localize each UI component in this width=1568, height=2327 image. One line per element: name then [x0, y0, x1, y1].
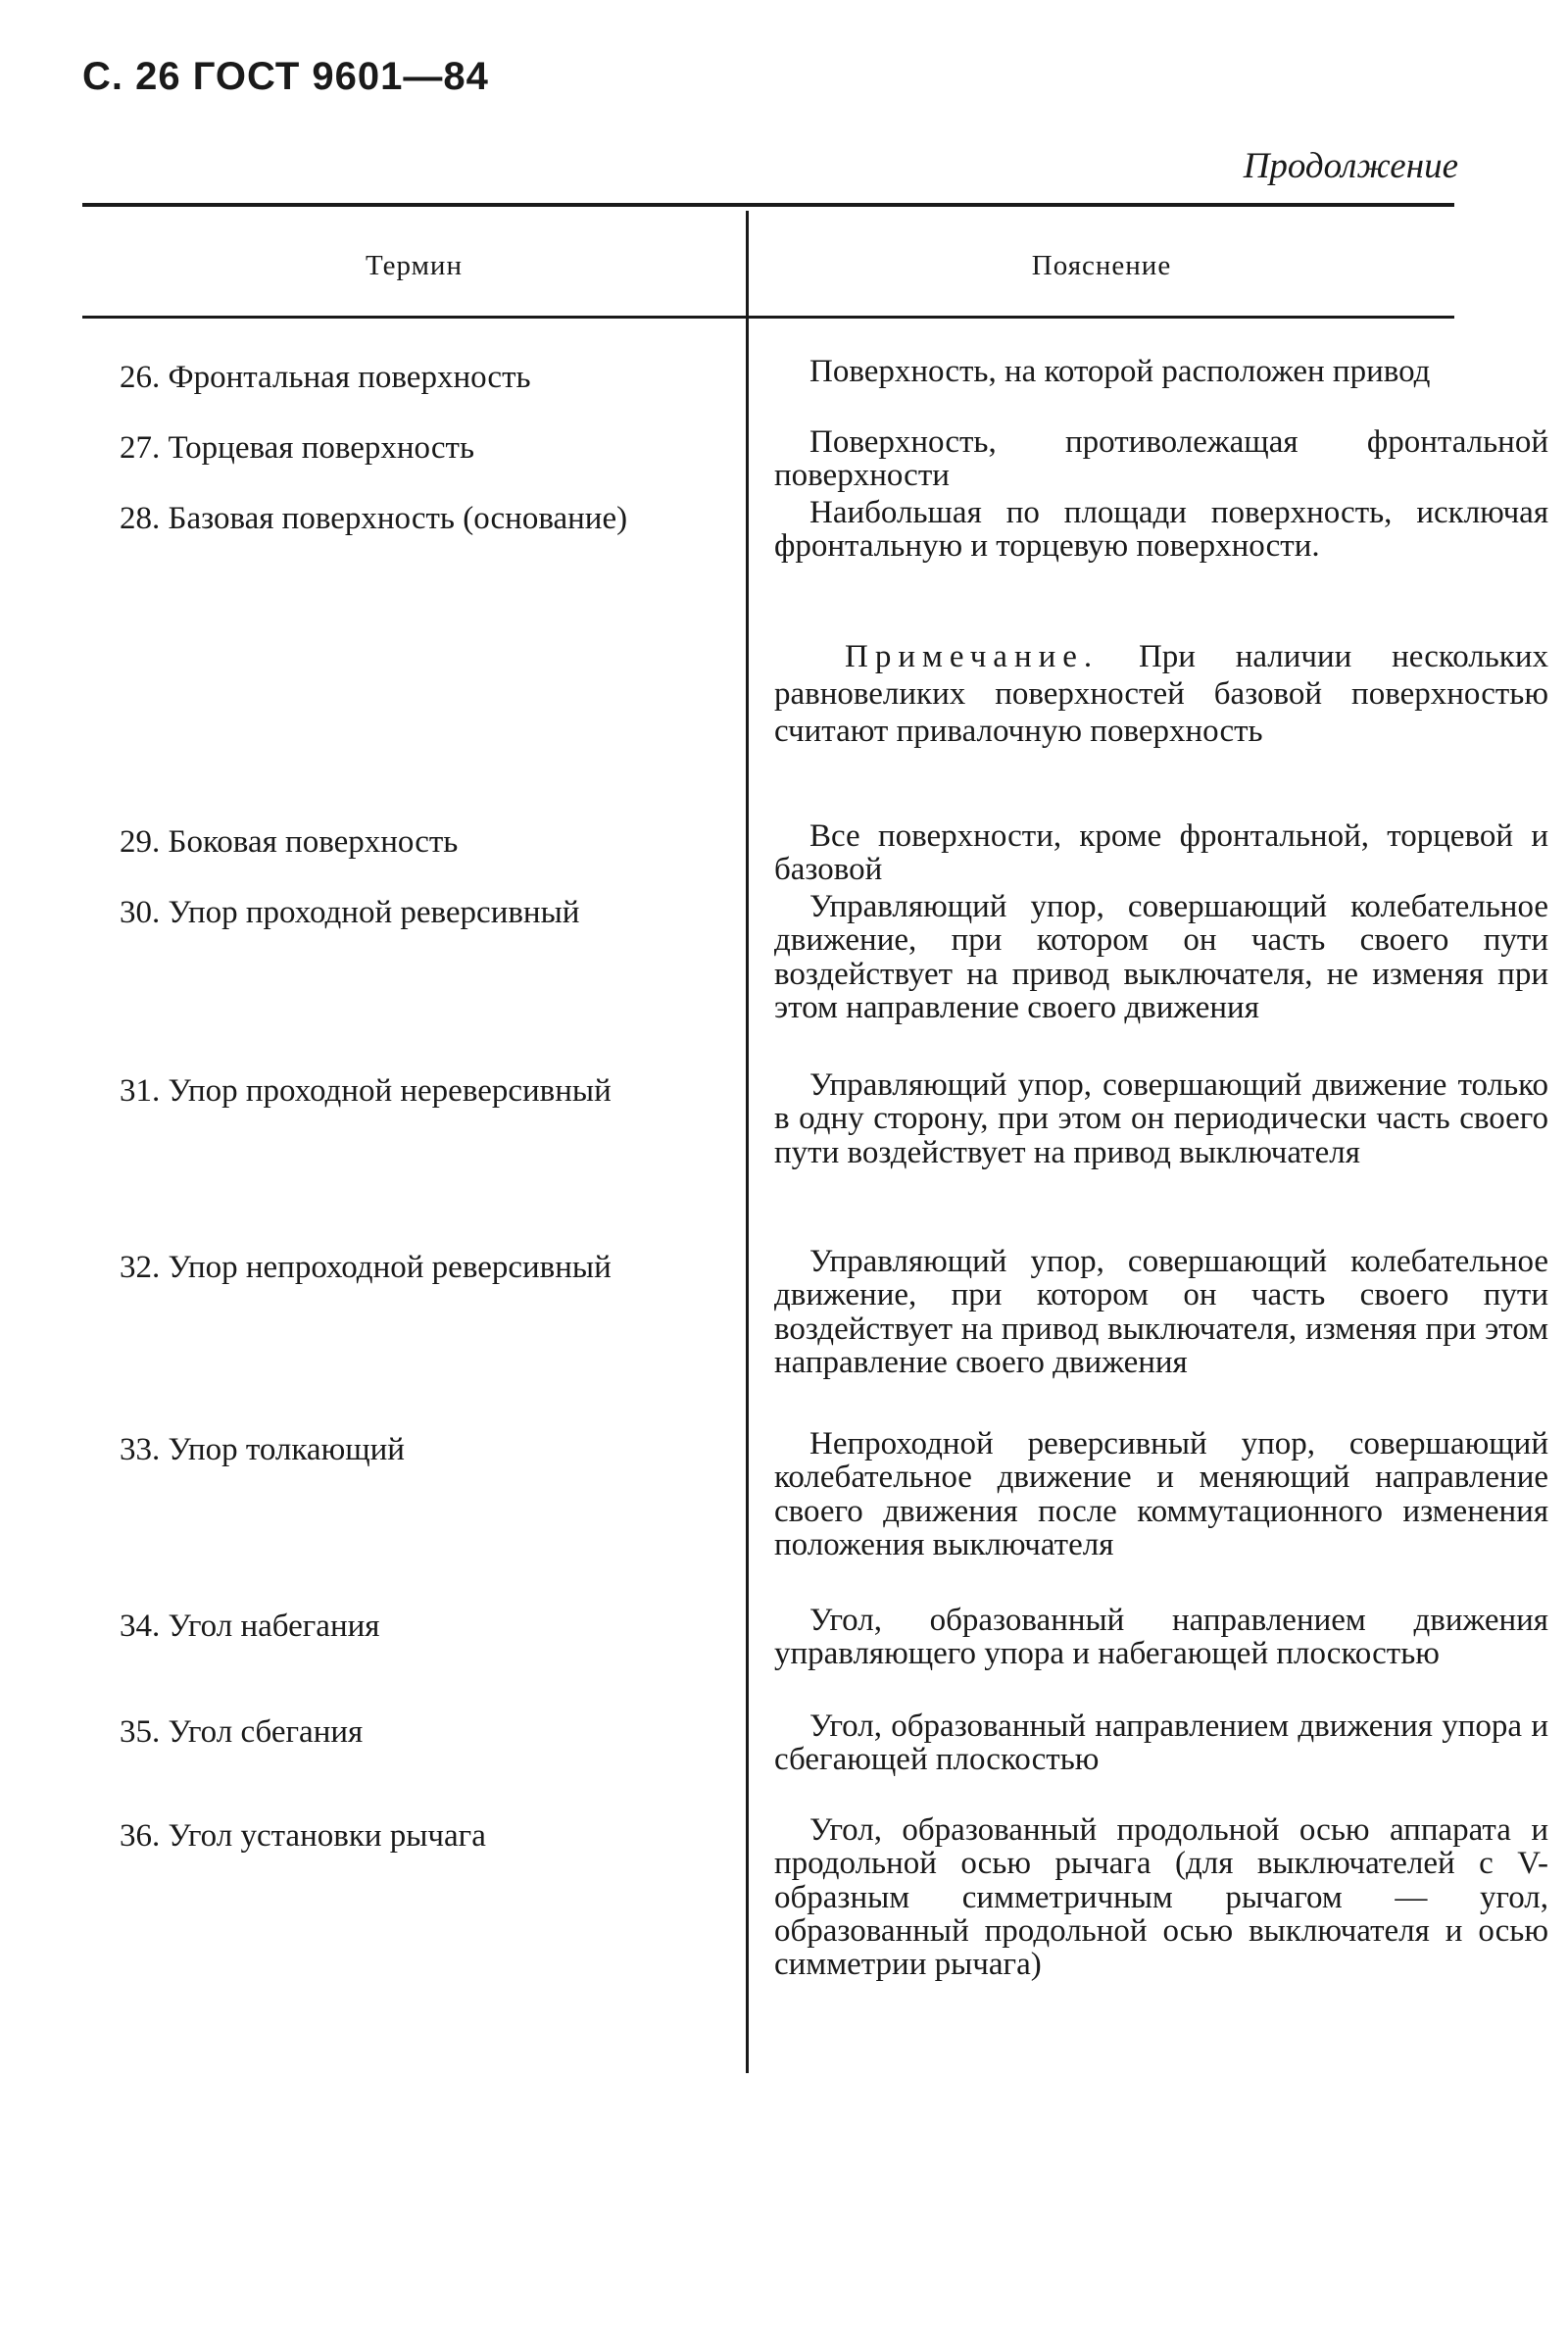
- page-header: С. 26 ГОСТ 9601—84: [82, 55, 489, 98]
- note-label: Примечание.: [845, 639, 1100, 674]
- explanation-text: Управляющий упор, совершающий колебательное движение, при котором он часть своего пути воздействует на привод выключателя, не изменяя при этом направление своего движения: [774, 889, 1548, 1025]
- term-text: 29. Боковая поверхность: [120, 824, 459, 860]
- table-top-rule: [82, 203, 1454, 207]
- term-text: 28. Базовая поверхность (основание): [120, 501, 628, 536]
- term-text: 36. Угол установки рычага: [120, 1818, 486, 1854]
- explanation-text: Поверхность, на которой расположен привод: [809, 354, 1431, 389]
- term-text: 31. Упор проходной нереверсивный: [120, 1073, 612, 1109]
- table-header-rule: [82, 316, 1454, 319]
- term-text: 34. Угол набегания: [120, 1609, 380, 1644]
- explanation-text: Непроходной реверсивный упор, совершающий колебательное движение и меняющий направление своего движения после коммутационного изменения положения выключателя: [774, 1426, 1548, 1562]
- term-text: 26. Фронтальная поверхность: [120, 360, 531, 395]
- explanation-text: Угол, образованный продольной осью аппарата и продольной осью рычага (для выключателей с V-образным симметричным рычагом — угол, образованный продольной осью выключателя и осью симметрии рычага): [774, 1812, 1548, 1983]
- column-header-term: Термин: [366, 250, 463, 281]
- term-text: 35. Угол сбегания: [120, 1714, 364, 1750]
- continuation-label: Продолжение: [1243, 146, 1458, 186]
- explanation-text: Управляющий упор, совершающий движение только в одну сторону, при этом он периодически часть своего пути воздействует на привод выключателя: [774, 1067, 1548, 1170]
- explanation-text: Управляющий упор, совершающий колебательное движение, при котором он часть своего пути воздействует на привод выключателя, изменяя при этом направление своего движения: [774, 1244, 1548, 1380]
- explanation-text: Наибольшая по площади поверхность, исключая фронтальную и торцевую поверхности.: [774, 495, 1548, 565]
- term-text: 33. Упор толкающий: [120, 1432, 405, 1467]
- note-block: [774, 639, 1548, 751]
- term-text: 30. Упор проходной реверсивный: [120, 895, 580, 930]
- column-header-explanation: Пояснение: [1031, 250, 1172, 281]
- note-text: При наличии нескольких равновеликих поверхностей базовой поверхностью считают привалочную поверхность: [774, 639, 1549, 749]
- term-text: 32. Упор непроходной реверсивный: [120, 1250, 612, 1285]
- explanation-text: Угол, образованный направлением движения упора и сбегающей плоскостью: [774, 1708, 1548, 1778]
- column-divider: [746, 211, 749, 2073]
- explanation-text: Все поверхности, кроме фронтальной, торцевой и базовой: [774, 818, 1548, 888]
- term-text: 27. Торцевая поверхность: [120, 430, 475, 466]
- explanation-text: Поверхность, противолежащая фронтальной поверхности: [774, 424, 1548, 494]
- explanation-text: Угол, образованный направлением движения управляющего упора и набегающей плоскостью: [774, 1603, 1548, 1672]
